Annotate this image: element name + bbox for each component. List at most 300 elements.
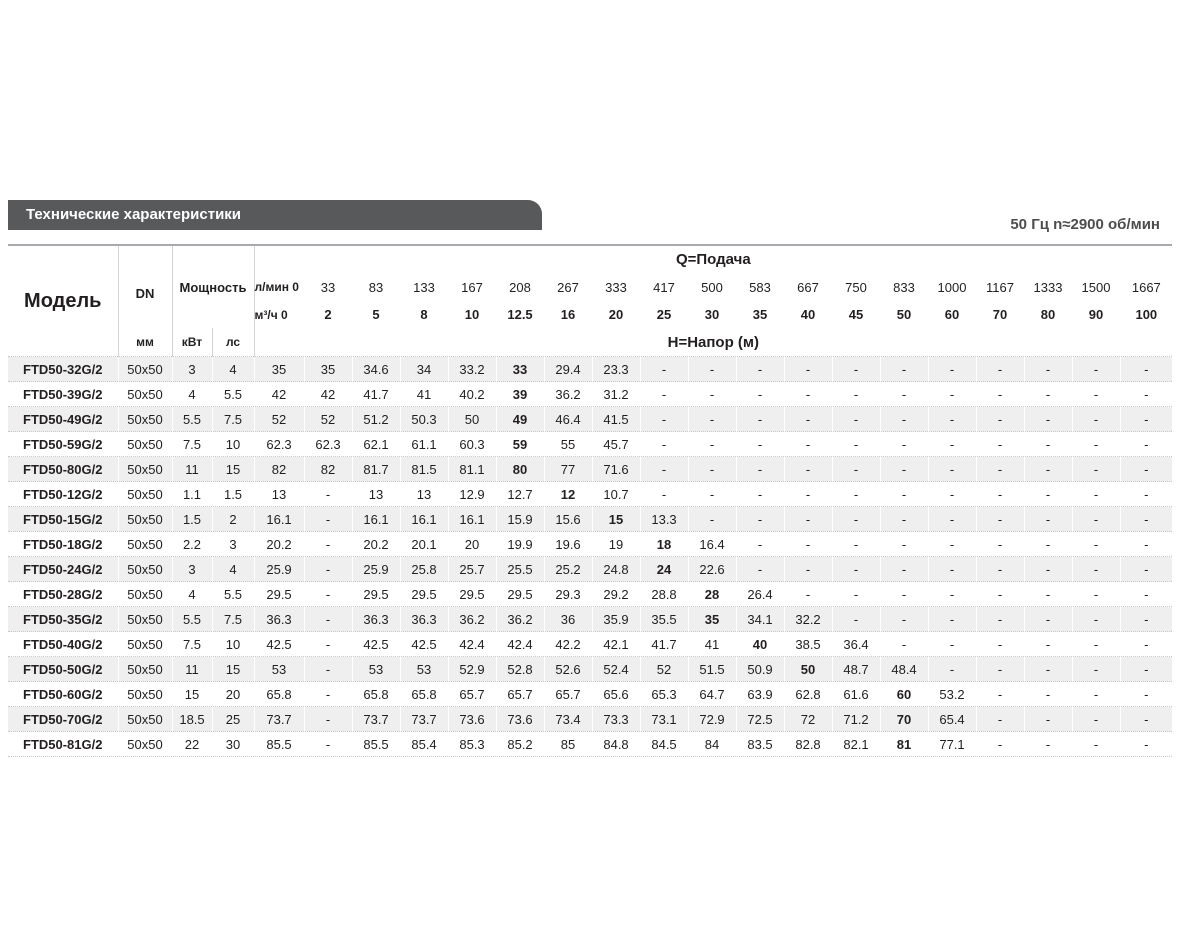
dn-cell: 50x50 bbox=[118, 682, 172, 707]
head-cell: 85.2 bbox=[496, 732, 544, 757]
model-cell: FTD50-18G/2 bbox=[8, 532, 118, 557]
flow-header: Q=Подача bbox=[675, 251, 751, 269]
head-cell: - bbox=[304, 582, 352, 607]
head-cell: - bbox=[976, 632, 1024, 657]
head-cell: - bbox=[1120, 632, 1172, 657]
head-cell: - bbox=[1120, 682, 1172, 707]
head-cell: - bbox=[736, 557, 784, 582]
head-cell: 71.2 bbox=[832, 707, 880, 732]
dn-cell: 50x50 bbox=[118, 557, 172, 582]
table-row bbox=[8, 607, 1172, 632]
model-cell: FTD50-81G/2 bbox=[8, 732, 118, 757]
head-cell: 40 bbox=[736, 632, 784, 657]
kw-cell: 3 bbox=[172, 357, 212, 382]
head-cell: - bbox=[736, 432, 784, 457]
head-cell: 36 bbox=[544, 607, 592, 632]
head-cell: 31.2 bbox=[592, 382, 640, 407]
flow-m3h-header: 45 bbox=[832, 301, 880, 328]
flow-m3h-header: 30 bbox=[688, 301, 736, 328]
head-cell: 13 bbox=[352, 482, 400, 507]
head-cell: 22.6 bbox=[688, 557, 736, 582]
dn-header: DN bbox=[135, 286, 155, 301]
head-cell: - bbox=[736, 382, 784, 407]
head-cell: 33 bbox=[496, 357, 544, 382]
head-cell: - bbox=[1072, 557, 1120, 582]
flow-lpm-header: 1500 bbox=[1072, 274, 1120, 301]
table-row bbox=[8, 482, 1172, 507]
head-cell: - bbox=[928, 357, 976, 382]
head-cell: 18 bbox=[640, 532, 688, 557]
head-cell: - bbox=[1024, 407, 1072, 432]
head-cell: 24 bbox=[640, 557, 688, 582]
model-cell: FTD50-32G/2 bbox=[8, 357, 118, 382]
dn-cell: 50x50 bbox=[118, 657, 172, 682]
head-cell: 13.3 bbox=[640, 507, 688, 532]
head-cell: 41 bbox=[400, 382, 448, 407]
flow-m3h-header: 60 bbox=[928, 301, 976, 328]
head-cell: 53 bbox=[352, 657, 400, 682]
hp-cell: 30 bbox=[212, 732, 254, 757]
head-cell: - bbox=[1072, 457, 1120, 482]
head-cell: 81.1 bbox=[448, 457, 496, 482]
head-cell: 65.8 bbox=[352, 682, 400, 707]
kw-cell: 7.5 bbox=[172, 632, 212, 657]
head-cell: 81.7 bbox=[352, 457, 400, 482]
head-cell: 41.7 bbox=[640, 632, 688, 657]
head-cell: - bbox=[640, 407, 688, 432]
table-row bbox=[8, 357, 1172, 382]
model-cell: FTD50-40G/2 bbox=[8, 632, 118, 657]
frequency-note: 50 Гц n≈2900 об/мин bbox=[1010, 216, 1160, 233]
head-cell: 70 bbox=[880, 707, 928, 732]
head-cell: - bbox=[304, 657, 352, 682]
head-cell: 39 bbox=[496, 382, 544, 407]
head-cell: - bbox=[736, 357, 784, 382]
dn-cell: 50x50 bbox=[118, 507, 172, 532]
head-cell: 35 bbox=[688, 607, 736, 632]
table-row bbox=[8, 682, 1172, 707]
head-cell: - bbox=[1072, 632, 1120, 657]
head-cell: - bbox=[640, 432, 688, 457]
hp-cell: 10 bbox=[212, 632, 254, 657]
head-cell: 83.5 bbox=[736, 732, 784, 757]
head-cell: 19 bbox=[592, 532, 640, 557]
head-cell: 53 bbox=[254, 657, 304, 682]
head-cell: - bbox=[880, 532, 928, 557]
head-cell: 73.4 bbox=[544, 707, 592, 732]
dn-cell: 50x50 bbox=[118, 707, 172, 732]
head-cell: 73.1 bbox=[640, 707, 688, 732]
dn-cell: 50x50 bbox=[118, 357, 172, 382]
head-cell: - bbox=[1024, 507, 1072, 532]
head-cell: - bbox=[1072, 732, 1120, 757]
head-cell: - bbox=[976, 532, 1024, 557]
head-cell: 29.5 bbox=[400, 582, 448, 607]
head-cell: 35.5 bbox=[640, 607, 688, 632]
head-cell: 51.2 bbox=[352, 407, 400, 432]
head-cell: - bbox=[880, 457, 928, 482]
head-cell: 65.4 bbox=[928, 707, 976, 732]
head-cell: - bbox=[976, 507, 1024, 532]
m3h-label: м³/ч 0 bbox=[254, 301, 304, 328]
head-cell: 84 bbox=[688, 732, 736, 757]
head-cell: - bbox=[832, 407, 880, 432]
head-cell: 85.5 bbox=[352, 732, 400, 757]
head-cell: - bbox=[880, 507, 928, 532]
head-cell: 48.7 bbox=[832, 657, 880, 682]
head-cell: 84.5 bbox=[640, 732, 688, 757]
flow-m3h-header: 35 bbox=[736, 301, 784, 328]
head-cell: - bbox=[688, 432, 736, 457]
dn-cell: 50x50 bbox=[118, 532, 172, 557]
head-cell: - bbox=[784, 532, 832, 557]
head-header: H=Напор (м) bbox=[667, 333, 760, 351]
head-cell: 84.8 bbox=[592, 732, 640, 757]
head-cell: 16.1 bbox=[448, 507, 496, 532]
table-row bbox=[8, 732, 1172, 757]
head-cell: - bbox=[640, 357, 688, 382]
head-cell: 52.9 bbox=[448, 657, 496, 682]
head-cell: 49 bbox=[496, 407, 544, 432]
head-cell: - bbox=[688, 482, 736, 507]
head-cell: - bbox=[976, 432, 1024, 457]
head-cell: 42.2 bbox=[544, 632, 592, 657]
flow-lpm-header: 1667 bbox=[1120, 274, 1172, 301]
head-cell: - bbox=[976, 657, 1024, 682]
head-cell: - bbox=[1120, 432, 1172, 457]
head-cell: - bbox=[736, 457, 784, 482]
head-cell: - bbox=[736, 482, 784, 507]
flow-m3h-header: 25 bbox=[640, 301, 688, 328]
head-cell: 50.9 bbox=[736, 657, 784, 682]
kw-cell: 1.5 bbox=[172, 507, 212, 532]
head-cell: 29.5 bbox=[352, 582, 400, 607]
kw-cell: 4 bbox=[172, 582, 212, 607]
head-cell: - bbox=[1072, 657, 1120, 682]
head-cell: 72.5 bbox=[736, 707, 784, 732]
head-cell: 25.2 bbox=[544, 557, 592, 582]
flow-lpm-header: 83 bbox=[352, 274, 400, 301]
flow-lpm-header: 1333 bbox=[1024, 274, 1072, 301]
model-cell: FTD50-15G/2 bbox=[8, 507, 118, 532]
kw-cell: 11 bbox=[172, 657, 212, 682]
flow-m3h-header: 80 bbox=[1024, 301, 1072, 328]
head-cell: - bbox=[640, 382, 688, 407]
head-cell: - bbox=[304, 707, 352, 732]
head-cell: - bbox=[880, 432, 928, 457]
head-cell: 71.6 bbox=[592, 457, 640, 482]
head-cell: 65.3 bbox=[640, 682, 688, 707]
kw-cell: 5.5 bbox=[172, 607, 212, 632]
head-cell: 50.3 bbox=[400, 407, 448, 432]
head-cell: 81 bbox=[880, 732, 928, 757]
head-cell: - bbox=[880, 382, 928, 407]
head-cell: 35 bbox=[304, 357, 352, 382]
head-cell: 20.2 bbox=[254, 532, 304, 557]
table-row bbox=[8, 557, 1172, 582]
head-cell: - bbox=[832, 482, 880, 507]
head-cell: - bbox=[1024, 732, 1072, 757]
head-cell: - bbox=[880, 357, 928, 382]
head-cell: 82.8 bbox=[784, 732, 832, 757]
table-row bbox=[8, 707, 1172, 732]
flow-lpm-header: 167 bbox=[448, 274, 496, 301]
hp-cell: 15 bbox=[212, 657, 254, 682]
head-cell: - bbox=[640, 457, 688, 482]
kw-cell: 15 bbox=[172, 682, 212, 707]
head-cell: - bbox=[1120, 457, 1172, 482]
head-cell: - bbox=[784, 507, 832, 532]
head-cell: - bbox=[1120, 482, 1172, 507]
head-cell: - bbox=[784, 557, 832, 582]
head-cell: 33.2 bbox=[448, 357, 496, 382]
head-cell: 34.1 bbox=[736, 607, 784, 632]
head-cell: - bbox=[784, 582, 832, 607]
model-cell: FTD50-60G/2 bbox=[8, 682, 118, 707]
kw-cell: 5.5 bbox=[172, 407, 212, 432]
kw-cell: 22 bbox=[172, 732, 212, 757]
head-cell: - bbox=[832, 582, 880, 607]
hp-cell: 5.5 bbox=[212, 582, 254, 607]
head-cell: - bbox=[976, 732, 1024, 757]
head-cell: 20 bbox=[448, 532, 496, 557]
head-cell: 42 bbox=[254, 382, 304, 407]
head-cell: - bbox=[1120, 657, 1172, 682]
head-cell: - bbox=[304, 732, 352, 757]
head-cell: - bbox=[1024, 382, 1072, 407]
head-cell: 65.7 bbox=[496, 682, 544, 707]
head-cell: 85.3 bbox=[448, 732, 496, 757]
head-cell: 53 bbox=[400, 657, 448, 682]
head-cell: 63.9 bbox=[736, 682, 784, 707]
head-cell: - bbox=[1120, 357, 1172, 382]
dn-cell: 50x50 bbox=[118, 407, 172, 432]
head-cell: - bbox=[928, 632, 976, 657]
head-cell: - bbox=[304, 482, 352, 507]
head-cell: 29.4 bbox=[544, 357, 592, 382]
head-cell: - bbox=[1072, 507, 1120, 532]
head-cell: 23.3 bbox=[592, 357, 640, 382]
flow-lpm-header: 583 bbox=[736, 274, 784, 301]
head-cell: 26.4 bbox=[736, 582, 784, 607]
head-cell: 35 bbox=[254, 357, 304, 382]
head-cell: - bbox=[832, 357, 880, 382]
head-cell: 36.2 bbox=[448, 607, 496, 632]
model-cell: FTD50-12G/2 bbox=[8, 482, 118, 507]
dn-cell: 50x50 bbox=[118, 582, 172, 607]
head-cell: 29.2 bbox=[592, 582, 640, 607]
head-cell: 34.6 bbox=[352, 357, 400, 382]
head-cell: - bbox=[1120, 382, 1172, 407]
flow-lpm-header: 333 bbox=[592, 274, 640, 301]
head-cell: 29.5 bbox=[448, 582, 496, 607]
flow-lpm-header: 208 bbox=[496, 274, 544, 301]
kw-cell: 2.2 bbox=[172, 532, 212, 557]
head-cell: - bbox=[976, 682, 1024, 707]
head-cell: - bbox=[1024, 482, 1072, 507]
hp-cell: 1.5 bbox=[212, 482, 254, 507]
head-cell: - bbox=[976, 607, 1024, 632]
head-cell: - bbox=[1120, 607, 1172, 632]
head-cell: 52 bbox=[254, 407, 304, 432]
head-cell: 80 bbox=[496, 457, 544, 482]
head-cell: - bbox=[880, 557, 928, 582]
head-cell: 55 bbox=[544, 432, 592, 457]
dn-cell: 50x50 bbox=[118, 457, 172, 482]
flow-lpm-header: 667 bbox=[784, 274, 832, 301]
head-cell: - bbox=[976, 707, 1024, 732]
head-cell: 36.3 bbox=[352, 607, 400, 632]
head-cell: - bbox=[832, 432, 880, 457]
head-cell: 25.8 bbox=[400, 557, 448, 582]
head-cell: 82.1 bbox=[832, 732, 880, 757]
flow-m3h-header: 40 bbox=[784, 301, 832, 328]
head-cell: 73.6 bbox=[496, 707, 544, 732]
head-cell: - bbox=[304, 632, 352, 657]
head-cell: - bbox=[1024, 657, 1072, 682]
kw-cell: 7.5 bbox=[172, 432, 212, 457]
flow-lpm-header: 33 bbox=[304, 274, 352, 301]
head-cell: 51.5 bbox=[688, 657, 736, 682]
head-cell: 72.9 bbox=[688, 707, 736, 732]
head-cell: - bbox=[736, 507, 784, 532]
flow-m3h-header: 8 bbox=[400, 301, 448, 328]
model-cell: FTD50-35G/2 bbox=[8, 607, 118, 632]
head-cell: 60 bbox=[880, 682, 928, 707]
head-cell: - bbox=[880, 407, 928, 432]
head-cell: 52 bbox=[304, 407, 352, 432]
head-cell: - bbox=[736, 407, 784, 432]
table-body bbox=[8, 357, 1172, 757]
head-cell: 24.8 bbox=[592, 557, 640, 582]
hp-cell: 10 bbox=[212, 432, 254, 457]
head-cell: 65.7 bbox=[544, 682, 592, 707]
head-cell: 52.6 bbox=[544, 657, 592, 682]
head-cell: 41.7 bbox=[352, 382, 400, 407]
flow-m3h-header: 10 bbox=[448, 301, 496, 328]
head-cell: - bbox=[832, 557, 880, 582]
head-cell: 25.5 bbox=[496, 557, 544, 582]
head-cell: 62.3 bbox=[254, 432, 304, 457]
head-cell: 85.5 bbox=[254, 732, 304, 757]
table-row bbox=[8, 532, 1172, 557]
head-cell: - bbox=[1072, 532, 1120, 557]
head-cell: - bbox=[928, 657, 976, 682]
flow-lpm-header: 267 bbox=[544, 274, 592, 301]
head-cell: 16.1 bbox=[254, 507, 304, 532]
head-cell: 81.5 bbox=[400, 457, 448, 482]
table-row bbox=[8, 582, 1172, 607]
head-cell: 50 bbox=[448, 407, 496, 432]
head-cell: 15.6 bbox=[544, 507, 592, 532]
head-cell: - bbox=[832, 457, 880, 482]
head-cell: 59 bbox=[496, 432, 544, 457]
head-cell: - bbox=[976, 357, 1024, 382]
head-cell: - bbox=[1024, 707, 1072, 732]
head-cell: 85 bbox=[544, 732, 592, 757]
head-cell: - bbox=[1072, 357, 1120, 382]
table-row bbox=[8, 657, 1172, 682]
head-cell: 36.2 bbox=[496, 607, 544, 632]
head-cell: - bbox=[1072, 682, 1120, 707]
head-cell: 12 bbox=[544, 482, 592, 507]
flow-m3h-header: 70 bbox=[976, 301, 1024, 328]
head-cell: 42.5 bbox=[400, 632, 448, 657]
head-cell: - bbox=[688, 357, 736, 382]
head-cell: 52 bbox=[640, 657, 688, 682]
model-header: Модель bbox=[24, 289, 102, 312]
flow-m3h-header: 90 bbox=[1072, 301, 1120, 328]
head-cell: - bbox=[928, 457, 976, 482]
head-cell: - bbox=[304, 532, 352, 557]
head-cell: 65.8 bbox=[254, 682, 304, 707]
head-cell: - bbox=[784, 407, 832, 432]
flow-m3h-header: 12.5 bbox=[496, 301, 544, 328]
section-title: Технические характеристики bbox=[26, 206, 242, 223]
hp-cell: 15 bbox=[212, 457, 254, 482]
head-cell: - bbox=[1072, 707, 1120, 732]
head-cell: 29.5 bbox=[254, 582, 304, 607]
head-cell: - bbox=[928, 582, 976, 607]
head-cell: 16.1 bbox=[352, 507, 400, 532]
kw-cell: 11 bbox=[172, 457, 212, 482]
head-cell: 10.7 bbox=[592, 482, 640, 507]
lpm-label: л/мин 0 bbox=[254, 274, 304, 301]
hp-cell: 4 bbox=[212, 357, 254, 382]
dn-cell: 50x50 bbox=[118, 732, 172, 757]
hp-cell: 20 bbox=[212, 682, 254, 707]
model-cell: FTD50-80G/2 bbox=[8, 457, 118, 482]
head-cell: 16.1 bbox=[400, 507, 448, 532]
head-cell: 64.7 bbox=[688, 682, 736, 707]
head-cell: - bbox=[1072, 382, 1120, 407]
head-cell: - bbox=[928, 382, 976, 407]
head-cell: 65.8 bbox=[400, 682, 448, 707]
head-cell: - bbox=[784, 457, 832, 482]
head-cell: 77 bbox=[544, 457, 592, 482]
table-row bbox=[8, 407, 1172, 432]
head-cell: - bbox=[304, 682, 352, 707]
head-cell: 13 bbox=[400, 482, 448, 507]
head-cell: - bbox=[880, 582, 928, 607]
flow-m3h-header: 16 bbox=[544, 301, 592, 328]
head-cell: - bbox=[928, 532, 976, 557]
head-cell: - bbox=[928, 432, 976, 457]
head-cell: - bbox=[1120, 532, 1172, 557]
head-cell: - bbox=[832, 607, 880, 632]
flow-m3h-header: 100 bbox=[1120, 301, 1172, 328]
kw-cell: 3 bbox=[172, 557, 212, 582]
head-cell: - bbox=[1024, 532, 1072, 557]
hp-cell: 4 bbox=[212, 557, 254, 582]
head-cell: - bbox=[1024, 357, 1072, 382]
head-cell: - bbox=[1120, 707, 1172, 732]
head-cell: - bbox=[832, 532, 880, 557]
flow-lpm-header: 1000 bbox=[928, 274, 976, 301]
dn-unit: мм bbox=[118, 328, 172, 356]
head-cell: 16.4 bbox=[688, 532, 736, 557]
head-cell: 36.3 bbox=[254, 607, 304, 632]
hp-cell: 5.5 bbox=[212, 382, 254, 407]
head-cell: - bbox=[976, 407, 1024, 432]
model-cell: FTD50-49G/2 bbox=[8, 407, 118, 432]
head-cell: - bbox=[784, 432, 832, 457]
table-row bbox=[8, 382, 1172, 407]
head-cell: 15.9 bbox=[496, 507, 544, 532]
head-cell: - bbox=[976, 457, 1024, 482]
head-cell: 41 bbox=[688, 632, 736, 657]
head-cell: - bbox=[784, 382, 832, 407]
